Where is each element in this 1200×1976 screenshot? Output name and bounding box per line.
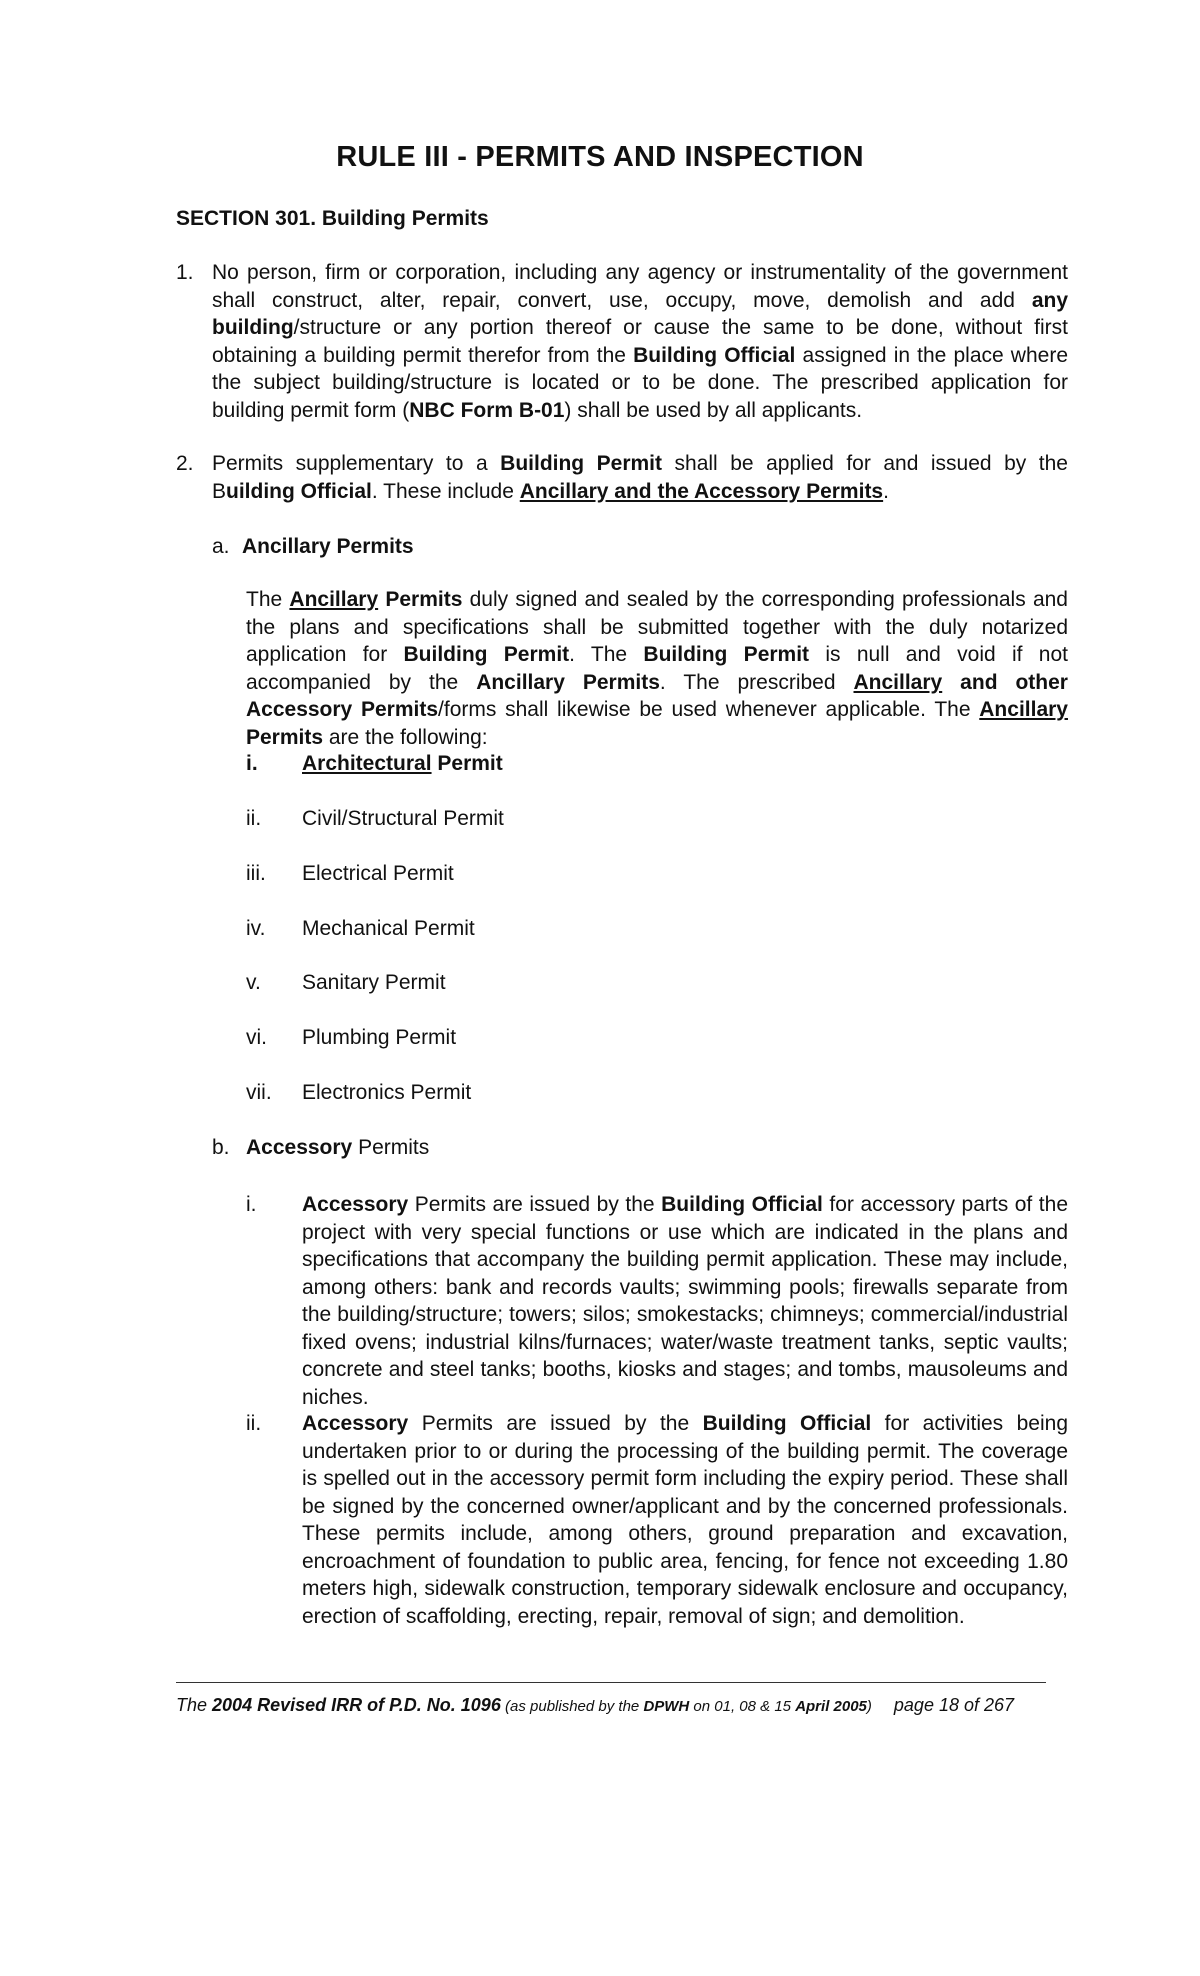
item-number: 1.	[176, 261, 194, 284]
list-item: Electronics Permit	[302, 1081, 472, 1104]
list-number: iii.	[246, 862, 266, 885]
list-number: i.	[246, 752, 258, 775]
list-number: vi.	[246, 1026, 267, 1049]
section-heading: SECTION 301. Building Permits	[176, 207, 489, 230]
subsection-letter: b.	[212, 1136, 230, 1159]
item-number: 2.	[176, 452, 194, 475]
accessory-paragraph-i: Accessory Permits are issued by the Building Official for accessory parts of the project with very special functions or use which are indicated in the plans and specifications that accompany the building permit application. These may include, among others: bank and records vaults; swimming pools; firewalls separate from the building/structure; towers; silos; smokestacks; chimneys; commercial/industrial fixed ovens; industrial kilns/furnaces; water/waste treatment tanks, septic vaults; concrete and steel tanks; booths, kiosks and stages; and tombs, mausoleums and niches.	[302, 1193, 1069, 1409]
list-number: iv.	[246, 917, 266, 940]
accessory-paragraph-ii: Accessory Permits are issued by the Building Official for activities being undertaken prior to or during the processing of the building permit. The coverage is spelled out in the accessory permit form including the expiry period. These shall be signed by the concerned owner/applicant and by the concerned professionals. These permits include, among others, ground preparation and excavation, encroachment of foundation to public area, fencing, for fence not exceeding 1.80 meters high, sidewalk construction, temporary sidewalk enclosure and occupancy, erection of scaffolding, erecting, repair, removal of sign; and demolition.	[302, 1412, 1069, 1628]
list-number: ii.	[246, 1412, 262, 1435]
subsection-letter: a.	[212, 535, 230, 558]
paragraph-1: No person, firm or corporation, including any agency or instrumentality of the government shall construct, alter, repair, convert, use, occupy, move, demolish and add any building/structure or any portion thereof or cause the same to be done, without first obtaining a building permit therefor from the Building Official assigned in the place where the subject building/structure is located or to be done. The prescribed application for building permit form (NBC Form B-01) shall be used by all applicants.	[212, 261, 1069, 422]
list-number: vii.	[246, 1081, 272, 1104]
list-item: Sanitary Permit	[302, 971, 446, 994]
rule-title: RULE III - PERMITS AND INSPECTION	[336, 141, 864, 173]
page-number: page 18 of 267	[893, 1695, 1015, 1715]
list-item: Electrical Permit	[302, 862, 454, 885]
list-number: ii.	[246, 807, 262, 830]
footer-divider	[176, 1682, 1046, 1683]
ancillary-paragraph: The Ancillary Permits duly signed and sealed by the corresponding professionals and the plans and specifications shall be submitted together with the duly notarized application for Building Permit. The Building Permit is null and void if not accompanied by the Ancillary Permits. The prescribed Ancillary and other Accessory Permits/forms shall likewise be used whenever applicable. The Ancillary Permits are the following:	[246, 588, 1068, 749]
page-footer: The 2004 Revised IRR of P.D. No. 1096 (as published by the DPWH on 01, 08 & 15 April 2005) page 18 of 267	[176, 1695, 1015, 1715]
ancillary-heading: Ancillary Permits	[242, 535, 414, 558]
list-item: Mechanical Permit	[302, 917, 475, 940]
paragraph-2: Permits supplementary to a Building Permit shall be applied for and issued by the Building Official. These include Ancillary and the Accessory Permits.	[212, 452, 1068, 503]
accessory-heading: Accessory Permits	[246, 1136, 430, 1159]
list-item: Civil/Structural Permit	[302, 807, 504, 830]
list-number: v.	[246, 971, 261, 994]
list-item: Plumbing Permit	[302, 1026, 457, 1049]
list-item: Architectural Permit	[302, 752, 503, 775]
list-number: i.	[246, 1193, 257, 1216]
